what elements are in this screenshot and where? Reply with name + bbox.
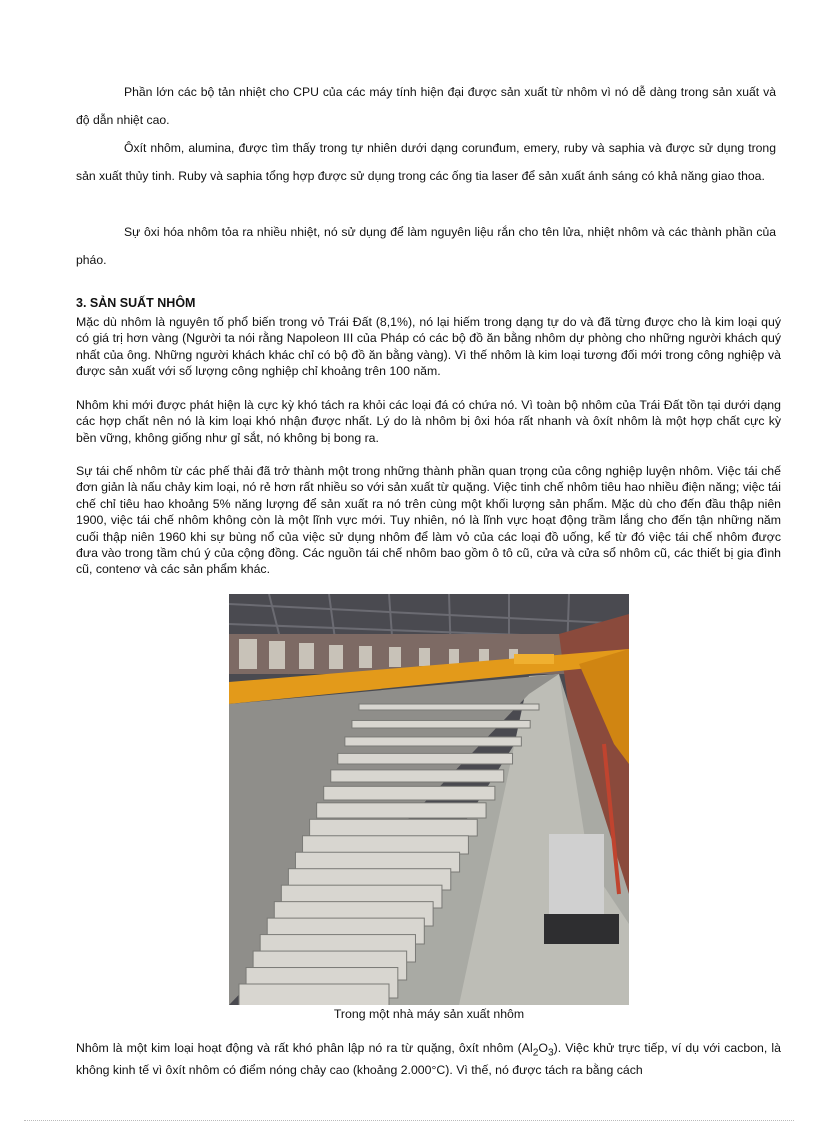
intro-paragraph-2: Ôxít nhôm, alumina, được tìm thấy trong tự nhiên dưới dạng corunđum, emery, ruby và saphia và được sử dụng trong sản xuất thủy tinh. Ruby và saphia tổng hợp được sử dụng trong các ống tia laser để sản xuất ánh sáng có khả năng giao thoa. [76,141,776,183]
cell-row [303,836,469,854]
cell-row [345,737,521,746]
figure-caption: Trong một nhà máy sản xuất nhôm [333,1007,525,1021]
subscript-3: 3 [547,1047,554,1059]
cell-row [324,786,495,800]
intro-paragraph-3: Sự ôxi hóa nhôm tỏa ra nhiều nhiệt, nó sử dụng để làm nguyên liệu rắn cho tên lửa, nhiệt nhôm và các thành phần của pháo. [76,225,776,267]
cell-row [331,770,504,782]
page-bottom-border [24,1120,794,1121]
section-paragraph-1: Mặc dù nhôm là nguyên tố phổ biến trong vỏ Trái Đất (8,1%), nó lại hiếm trong dạng tự do và đã từng được cho là kim loại quý có giá trị hơn vàng (Người ta nói rằng Napoleon III của Pháp có các bộ đồ ăn bằng nhôm dự phòng cho những người khách quý nhất của ông. Những người khách khác chỉ có bộ đồ ăn bằng vàng). Vì thế nhôm là kim loại tương đối mới trong công nghiệp và được sản xuất với số lượng công nghiệp chỉ khoảng trên 100 năm. [76,315,781,379]
section-paragraph-2: Nhôm khi mới được phát hiện là cực kỳ khó tách ra khỏi các loại đá có chứa nó. Vì toàn bộ nhôm của Trái Đất tồn tại dưới dạng các hợp chất nên nó là kim loại khó nhận được nhất. Lý do là nhôm bị ôxi hóa rất nhanh và ôxít nhôm là một hợp chất cực kỳ bền vững, không giống như gỉ sắt, nó không bị bong ra. [76,398,781,445]
para4-text-start: Nhôm là một kim loại hoạt động và rất khó phân lập nó ra từ quặng, ôxít nhôm (Al [76,1041,533,1055]
cell-row [352,720,530,728]
para4-text-end: ). Việc khử trực tiếp, ví dụ với cacbon, là không kinh tế vì ôxít nhôm có điểm nóng chảy cao (khoảng 2.000°C). Vì thế, nó được tách ra bằng cách [76,1041,781,1077]
subscript-2: 2 [532,1047,539,1059]
intro-paragraph-1: Phần lớn các bộ tản nhiệt cho CPU của các máy tính hiện đại được sản xuất từ nhôm vì nó dễ dàng trong sản xuất và độ dẫn nhiệt cao. [76,85,776,127]
cell-row [338,753,513,764]
section-heading: 3. SẢN SUẤT NHÔM [76,296,196,310]
cell-row [310,819,478,836]
factory-photo [229,594,629,1005]
cell-row [359,704,539,710]
section-paragraph-4 [76,1040,781,1078]
cell-row [239,984,389,1005]
cell-row [317,803,486,818]
para4-text-o: O [538,1041,548,1055]
section-paragraph-3: Sự tái chế nhôm từ các phế thải đã trở thành một trong những thành phần quan trọng của công nghiệp luyện nhôm. Việc tái chế đơn giản là nấu chảy kim loại, nó rẻ hơn rất nhiều so với sản xuất từ quặng. Việc tinh chế nhôm tiêu hao nhiều điện năng; việc tái chế chỉ tiêu hao khoảng 5% năng lượng để sản xuất ra nó trên cùng một khối lượng sản phẩm. Mặc dù cho đến đầu thập niên 1900, việc tái chế nhôm không còn là một lĩnh vực mới. Tuy nhiên, nó là lĩnh vực hoạt động trầm lắng cho đến tận những năm cuối thập niên 1960 khi sự bùng nổ của việc sử dụng nhôm để làm vỏ của các loại đồ uống, kể từ đó việc tái chế nhôm được đưa vào trong tầm chú ý của cộng đồng. Các nguồn tái chế nhôm bao gồm ô tô cũ, cửa và cửa sổ nhôm cũ, các thiết bị gia đình cũ, contenơ và các sản phẩm khác. [76,464,781,577]
